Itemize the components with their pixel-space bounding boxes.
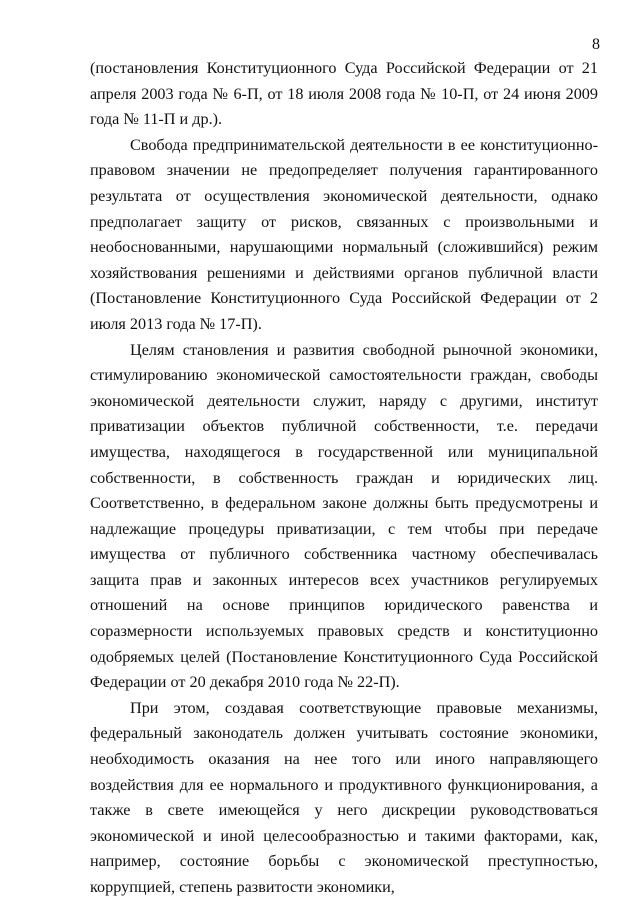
page-number: 8 <box>592 36 600 53</box>
paragraph-legislator-duties: При этом, создавая соответствующие правовые механизмы, федеральный законодатель должен учитывать состояние экономики, необходимость оказания на нее того или иного направляющего воздействия для ее нормального и продуктивного функционирования, а также в свете имеющейся у него дискреции руководствоваться экономической и иной целесообразностью и такими факторами, как, например, состояние борьбы с экономической преступностью, коррупцией, степень развитости экономики, <box>90 698 598 896</box>
paragraph-entrepreneurship-freedom: Свобода предпринимательской деятельности в ее конституционно-правовом значении не предопределяет получения гарантированного результата от осуществления экономической деятельности, однако предполагает защиту от рисков, связанных с произвольными и необоснованными, нарушающими нормальный (сложившийся) режим хозяйствования решениями и действиями органов публичной власти (Постановление Конституционного Суда Российской Федерации от 2 июля 2013 года № 17-П). <box>90 135 598 333</box>
paragraph-continuation: (постановления Конституционного Суда Российской Федерации от 21 апреля 2003 года № 6-П, от 18 июля 2008 года № 10-П, от 24 июня 2009 года № 11-П и др.). <box>90 59 598 129</box>
paragraph-privatization: Целям становления и развития свободной рыночной экономики, стимулированию экономической самостоятельности граждан, свободы экономической деятельности служит, наряду с другими, институт приватизации объектов публичной собственности, т.е. передачи имущества, находящегося в государственной или муниципальной собственности, в собственность граждан и юридических лиц. Соответственно, в федеральном законе должны быть предусмотрены и надлежащие процедуры приватизации, с тем чтобы при передаче имущества от публичного собственника частному обеспечивалась защита прав и законных интересов всех участников регулируемых отношений на основе принципов юридического равенства и соразмерности используемых правовых средств и конституционно одобряемых целей (Постановление Конституционного Суда Российской Федерации от 20 декабря 2010 года № 22-П). <box>90 340 598 692</box>
document-body <box>90 56 598 901</box>
